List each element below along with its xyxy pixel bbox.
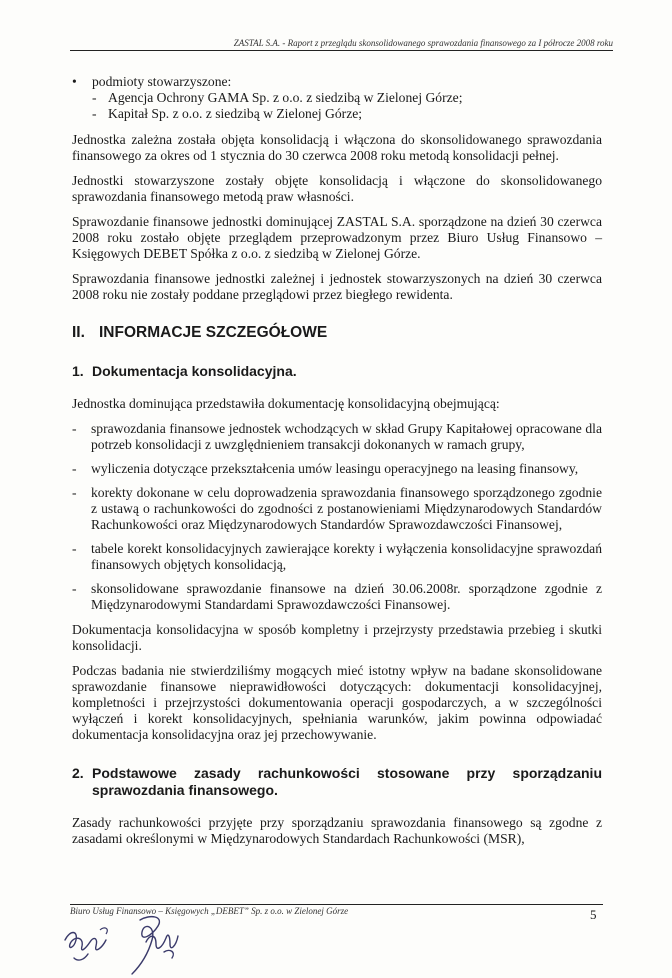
list-item-text: wyliczenia dotyczące przekształcenia umów leasingu operacyjnego na leasing finansowy,	[91, 461, 579, 476]
footer-text: Biuro Usług Finansowo – Księgowych „DEBET” Sp. z o.o. w Zielonej Górze	[70, 906, 349, 916]
documentation-list	[72, 421, 602, 613]
subsection-title: Podstawowe zasady rachunkowości stosowane przy sporządzaniu sprawozdania finansowego.	[92, 765, 602, 798]
list-item: - korekty dokonane w celu doprowadzenia sprawozdania finansowego sporządzonego zgodnie z ustawą o rachunkowości do zgodności z postanowieniami Międzynarodowych Standardów Rachunkowości oraz Międzynarodowych Standardów Sprawozdawczości Finansowej,	[72, 485, 602, 532]
signature-icon	[120, 912, 190, 978]
bullet-dot-icon: •	[72, 74, 77, 89]
associated-entities-sublist	[72, 90, 602, 122]
paragraph: Jednostka dominująca przedstawiła dokumentację konsolidacyjną obejmującą:	[72, 396, 500, 411]
subsection-number: 1.	[72, 363, 84, 379]
list-item: - skonsolidowane sprawozdanie finansowe na dzień 30.06.2008r. sporządzone zgodnie z Międzynarodowymi Standardami Sprawozdawczości Finansowej.	[72, 581, 602, 612]
subsection-title: Dokumentacja konsolidacyjna.	[92, 363, 297, 379]
footer-divider	[70, 904, 603, 905]
paragraph: Sprawozdanie finansowe jednostki dominującej ZASTAL S.A. sporządzone na dzień 30 czerwca 2008 roku zostało objęte przeglądem przeprowadzonym przez Biuro Usług Finansowo – Księgowych DEBET Spółka z o.o. z siedzibą w Zielonej Górze.	[72, 214, 602, 261]
paragraph: Sprawozdania finansowe jednostki zależnej i jednostek stowarzyszonych na dzień 30 czerwca 2008 roku nie zostały poddane przeglądowi przez biegłego rewidenta.	[72, 271, 602, 302]
paragraph: Jednostki stowarzyszone zostały objęte konsolidacją i włączone do skonsolidowanego sprawozdania finansowego metodą praw własności.	[72, 173, 602, 204]
page-number: 5	[590, 907, 597, 922]
list-item-text: sprawozdania finansowe jednostek wchodzących w skład Grupy Kapitałowej opracowane dla potrzeb konsolidacji z uwzględnieniem transakcji dokonanych w ramach grupy,	[91, 421, 602, 452]
list-item: - tabele korekt konsolidacyjnych zawierające korekty i wyłączenia konsolidacyjne sprawozdań finansowych objętych konsolidacją,	[72, 541, 602, 572]
paragraph: Dokumentacja konsolidacyjna w sposób kompletny i przejrzysty przedstawia przebieg i skutki konsolidacji.	[72, 622, 602, 653]
list-item: - Kapitał Sp. z o.o. z siedzibą w Zielonej Górze;	[92, 106, 363, 121]
bullet-item	[72, 74, 602, 90]
entity-name: Kapitał Sp. z o.o. z siedzibą w Zielonej Górze;	[108, 106, 363, 121]
initials-signature-icon	[60, 918, 120, 968]
list-item: - sprawozdania finansowe jednostek wchodzących w skład Grupy Kapitałowej opracowane dla potrzeb konsolidacji z uwzględnieniem transakcji dokonanych w ramach grupy,	[72, 421, 602, 452]
subsection-heading	[72, 765, 602, 799]
associated-entities-list	[72, 74, 602, 122]
paragraph: Jednostka zależna została objęta konsolidacją i włączona do skonsolidowanego sprawozdania finansowego za okres od 1 stycznia do 30 czerwca 2008 roku metodą konsolidacji pełnej.	[72, 132, 602, 163]
list-item: - Agencja Ochrony GAMA Sp. z o.o. z siedzibą w Zielonej Górze;	[92, 90, 463, 105]
paragraph: Zasady rachunkowości przyjęte przy sporządzaniu sprawozdania finansowego są zgodne z zasadami określonymi w Międzynarodowych Standardach Rachunkowości (MSR),	[72, 815, 602, 846]
subsection-heading	[72, 363, 602, 380]
list-item-text: skonsolidowane sprawozdanie finansowe na dzień 30.06.2008r. sporządzone zgodnie z Międzynarodowymi Standardami Sprawozdawczości Finansowej.	[91, 581, 602, 612]
section-heading	[72, 325, 602, 341]
list-item-text: korekty dokonane w celu doprowadzenia sprawozdania finansowego sporządzonego zgodnie z ustawą o rachunkowości do zgodności z postanowieniami Międzynarodowych Standardów Rachunkowości oraz Międzynarodowych Standardów Sprawozdawczości Finansowej,	[91, 485, 602, 532]
running-header: ZASTAL S.A. - Raport z przeglądu skonsolidowanego sprawozdania finansowego za I półrocze 2008 roku	[70, 38, 613, 51]
entity-name: Agencja Ochrony GAMA Sp. z o.o. z siedzibą w Zielonej Górze;	[108, 90, 463, 105]
list-item: - wyliczenia dotyczące przekształcenia umów leasingu operacyjnego na leasing finansowy,	[72, 461, 602, 477]
section-title: INFORMACJE SZCZEGÓŁOWE	[99, 324, 328, 341]
subsection-number: 2.	[72, 765, 84, 781]
list-item-text: tabele korekt konsolidacyjnych zawierające korekty i wyłączenia konsolidacyjne sprawozdań finansowych objętych konsolidacją,	[91, 541, 602, 572]
page-content	[72, 74, 602, 856]
bullet-head-text: podmioty stowarzyszone:	[92, 74, 232, 89]
paragraph: Podczas badania nie stwierdziliśmy mogących mieć istotny wpływ na badane skonsolidowane sprawozdanie finansowe nieprawidłowości dotyczących: dokumentacji konsolidacyjnej, kompletności i przejrzystości dokumentowania operacji gospodarczych, a w szczególności wyłączeń i korekt konsolidacyjnych, spełniania warunków, jakim powinna odpowiadać dokumentacja konsolidacyjna oraz jej przechowywanie.	[72, 663, 602, 742]
section-number: II.	[72, 324, 85, 341]
